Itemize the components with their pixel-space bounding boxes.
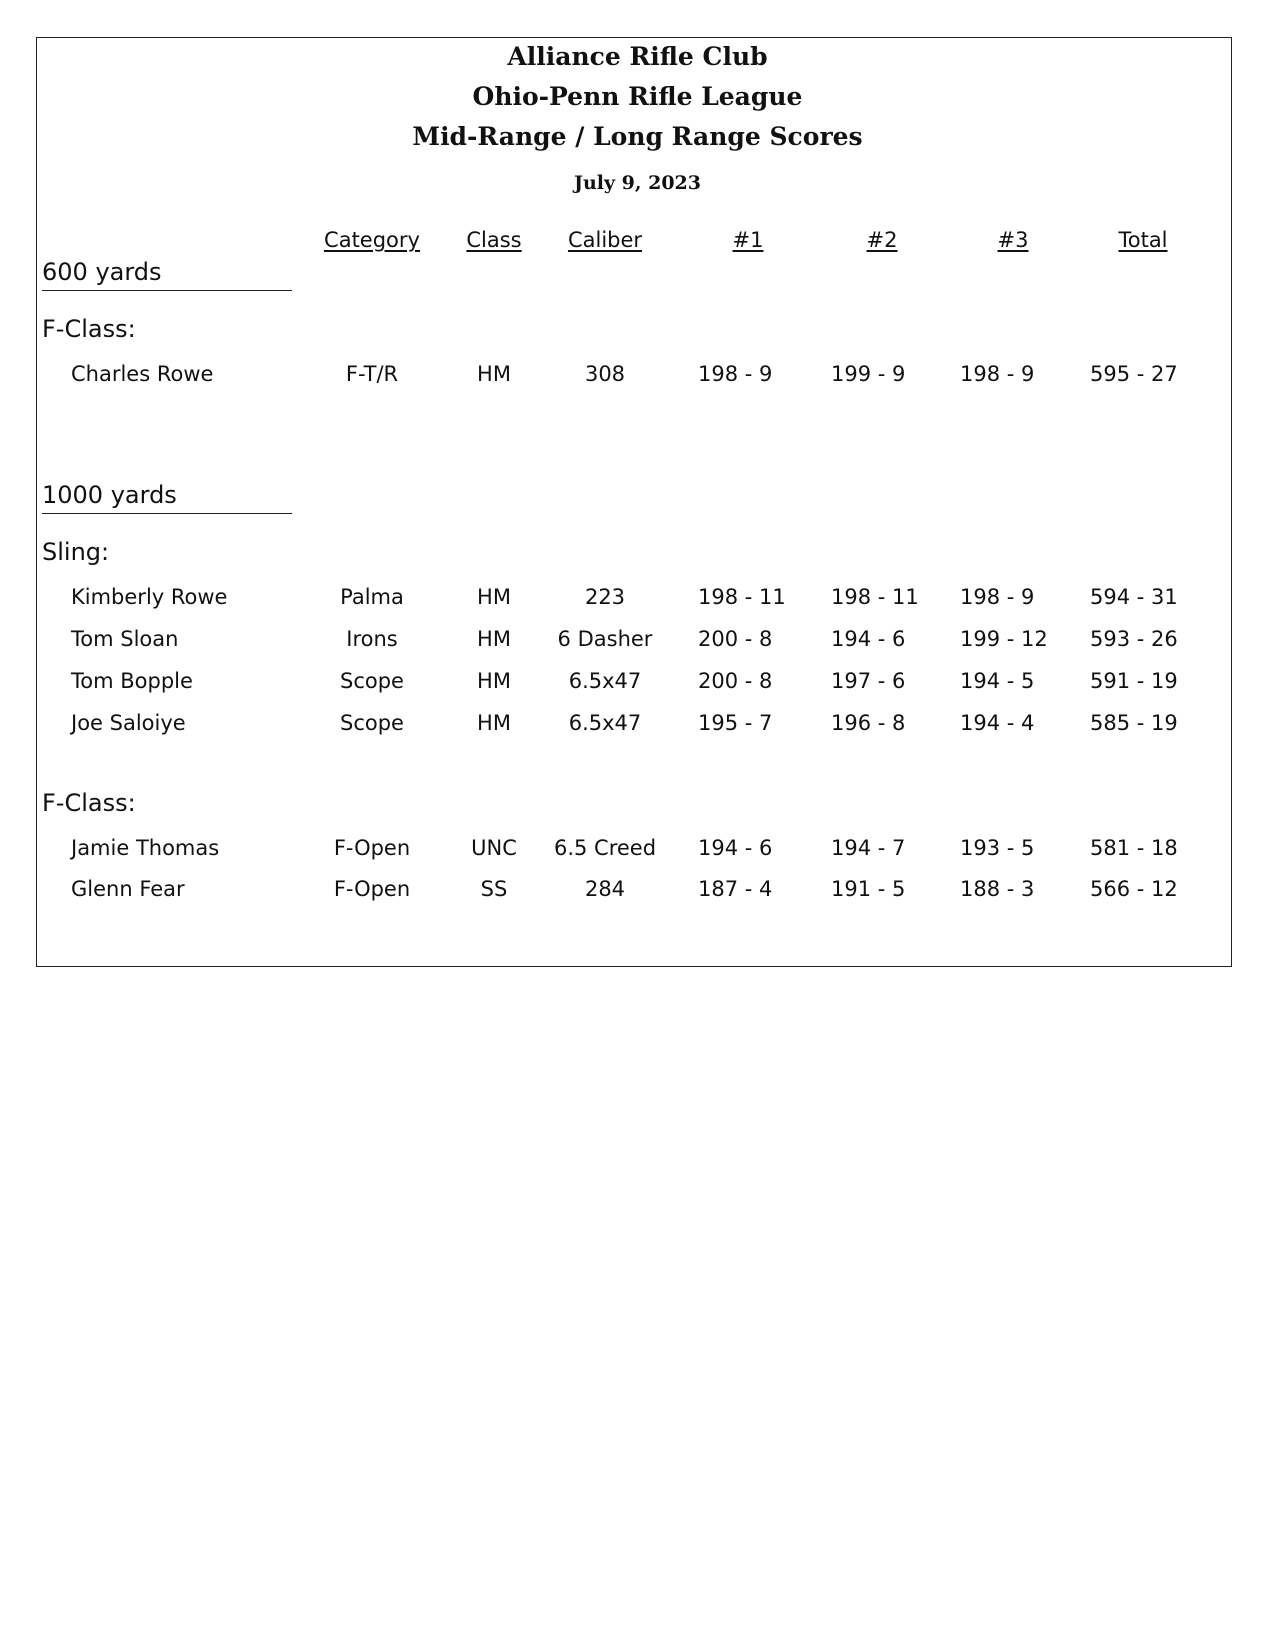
class-cell: UNC <box>471 836 517 860</box>
score-1-cell: 198 - 11 <box>698 585 786 609</box>
score-1-cell: 198 - 9 <box>698 362 773 386</box>
col-header-class: Class <box>466 228 522 252</box>
col-header-caliber: Caliber <box>567 228 643 252</box>
score-2-cell: 194 - 7 <box>831 836 906 860</box>
table-row <box>0 585 1275 615</box>
score-3-cell: 194 - 5 <box>960 669 1035 693</box>
scores-subtitle: Mid-Range / Long Range Scores <box>412 122 863 151</box>
category-cell: Palma <box>340 585 404 609</box>
class-cell: HM <box>477 627 511 651</box>
class-cell: HM <box>477 585 511 609</box>
shooter-name: Tom Sloan <box>71 627 179 651</box>
section-600-yards: 600 yards <box>42 258 292 291</box>
club-title: Alliance Rifle Club <box>507 42 768 71</box>
category-cell: F-T/R <box>345 362 399 386</box>
category-cell: Scope <box>340 669 404 693</box>
group-f-class-600: F-Class: <box>42 315 136 343</box>
score-3-cell: 198 - 9 <box>960 362 1035 386</box>
shooter-name: Tom Bopple <box>71 669 193 693</box>
shooter-name: Charles Rowe <box>71 362 214 386</box>
table-row <box>0 877 1275 907</box>
class-cell: HM <box>477 362 511 386</box>
class-cell: HM <box>477 711 511 735</box>
caliber-cell: 6 Dasher <box>557 627 653 651</box>
score-3-cell: 188 - 3 <box>960 877 1035 901</box>
score-2-cell: 194 - 6 <box>831 627 906 651</box>
score-2-cell: 191 - 5 <box>831 877 906 901</box>
category-cell: Scope <box>340 711 404 735</box>
league-title: Ohio-Penn Rifle League <box>472 82 803 111</box>
score-1-cell: 200 - 8 <box>698 627 773 651</box>
shooter-name: Glenn Fear <box>71 877 185 901</box>
total-cell: 593 - 26 <box>1090 627 1178 651</box>
score-3-cell: 198 - 9 <box>960 585 1035 609</box>
caliber-cell: 6.5x47 <box>568 711 642 735</box>
group-f-class-1000: F-Class: <box>42 789 136 817</box>
score-1-cell: 200 - 8 <box>698 669 773 693</box>
table-row <box>0 669 1275 699</box>
caliber-cell: 6.5x47 <box>568 669 642 693</box>
total-cell: 566 - 12 <box>1090 877 1178 901</box>
class-cell: HM <box>477 669 511 693</box>
col-header-1: #1 <box>732 228 764 252</box>
shooter-name: Kimberly Rowe <box>71 585 228 609</box>
total-cell: 594 - 31 <box>1090 585 1178 609</box>
table-row <box>0 362 1275 392</box>
col-header-category: Category <box>324 228 420 252</box>
col-header-3: #3 <box>997 228 1029 252</box>
category-cell: F-Open <box>333 836 411 860</box>
match-date: July 9, 2023 <box>573 172 701 194</box>
score-3-cell: 199 - 12 <box>960 627 1048 651</box>
caliber-cell: 308 <box>584 362 626 386</box>
shooter-name: Joe Saloiye <box>71 711 186 735</box>
score-2-cell: 198 - 11 <box>831 585 919 609</box>
class-cell: SS <box>480 877 508 901</box>
score-3-cell: 194 - 4 <box>960 711 1035 735</box>
score-2-cell: 197 - 6 <box>831 669 906 693</box>
score-2-cell: 199 - 9 <box>831 362 906 386</box>
col-header-total: Total <box>1118 228 1168 252</box>
score-2-cell: 196 - 8 <box>831 711 906 735</box>
shooter-name: Jamie Thomas <box>71 836 220 860</box>
category-cell: F-Open <box>333 877 411 901</box>
caliber-cell: 284 <box>584 877 626 901</box>
score-1-cell: 194 - 6 <box>698 836 773 860</box>
score-1-cell: 195 - 7 <box>698 711 773 735</box>
caliber-cell: 6.5 Creed <box>553 836 657 860</box>
section-1000-yards: 1000 yards <box>42 481 292 514</box>
score-3-cell: 193 - 5 <box>960 836 1035 860</box>
table-row <box>0 627 1275 657</box>
table-row <box>0 836 1275 866</box>
total-cell: 585 - 19 <box>1090 711 1178 735</box>
category-cell: Irons <box>346 627 398 651</box>
score-1-cell: 187 - 4 <box>698 877 773 901</box>
total-cell: 591 - 19 <box>1090 669 1178 693</box>
total-cell: 595 - 27 <box>1090 362 1178 386</box>
table-row <box>0 711 1275 741</box>
group-sling-1000: Sling: <box>42 538 110 566</box>
total-cell: 581 - 18 <box>1090 836 1178 860</box>
col-header-2: #2 <box>866 228 898 252</box>
caliber-cell: 223 <box>584 585 626 609</box>
